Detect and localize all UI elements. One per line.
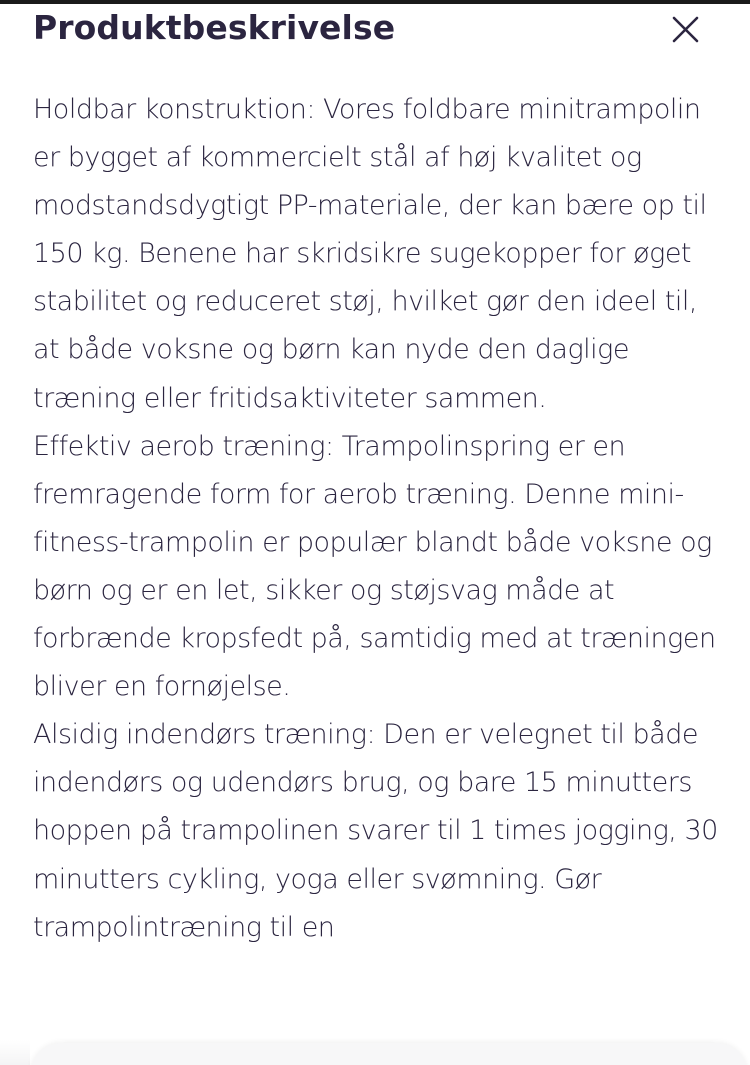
- description-paragraph: Alsidig indendørs træning: Den er velegnet til både indendørs og udendørs brug, og bare 15 minutters hoppen på trampolinen svarer til 1 times jogging, 30 minutters cykling, yoga eller svømning. Gør trampolintræning til en: [33, 719, 718, 943]
- close-icon: [664, 8, 708, 52]
- description-paragraph: Holdbar konstruktion: Vores foldbare minitrampolin er bygget af kommercielt stål af høj kvalitet og modstandsdygtigt PP-materiale, der kan bære op til 150 kg. Benene har skridsikre sugekopper for øget stabilitet og reduceret støj, hvilket gør den ideel til, at både voksne og børn kan nyde den daglige træning eller fritidsaktiviteter sammen.: [33, 94, 707, 414]
- bottom-sheet[interactable]: [30, 1043, 748, 1065]
- modal-title: Produktbeskrivelse: [33, 8, 396, 47]
- description-paragraph: Effektiv aerob træning: Trampolinspring er en fremragende form for aerob træning. Denne mini-fitness-trampolin er populær blandt både voksne og børn og er en let, sikker og støjsvag måde at forbrænde kropsfedt på, samtidig med at træningen bliver en fornøjelse.: [33, 430, 716, 703]
- modal-header: [0, 4, 750, 54]
- bottom-edge-shade: [0, 1040, 30, 1065]
- close-button[interactable]: [664, 8, 708, 52]
- product-description: [33, 86, 723, 952]
